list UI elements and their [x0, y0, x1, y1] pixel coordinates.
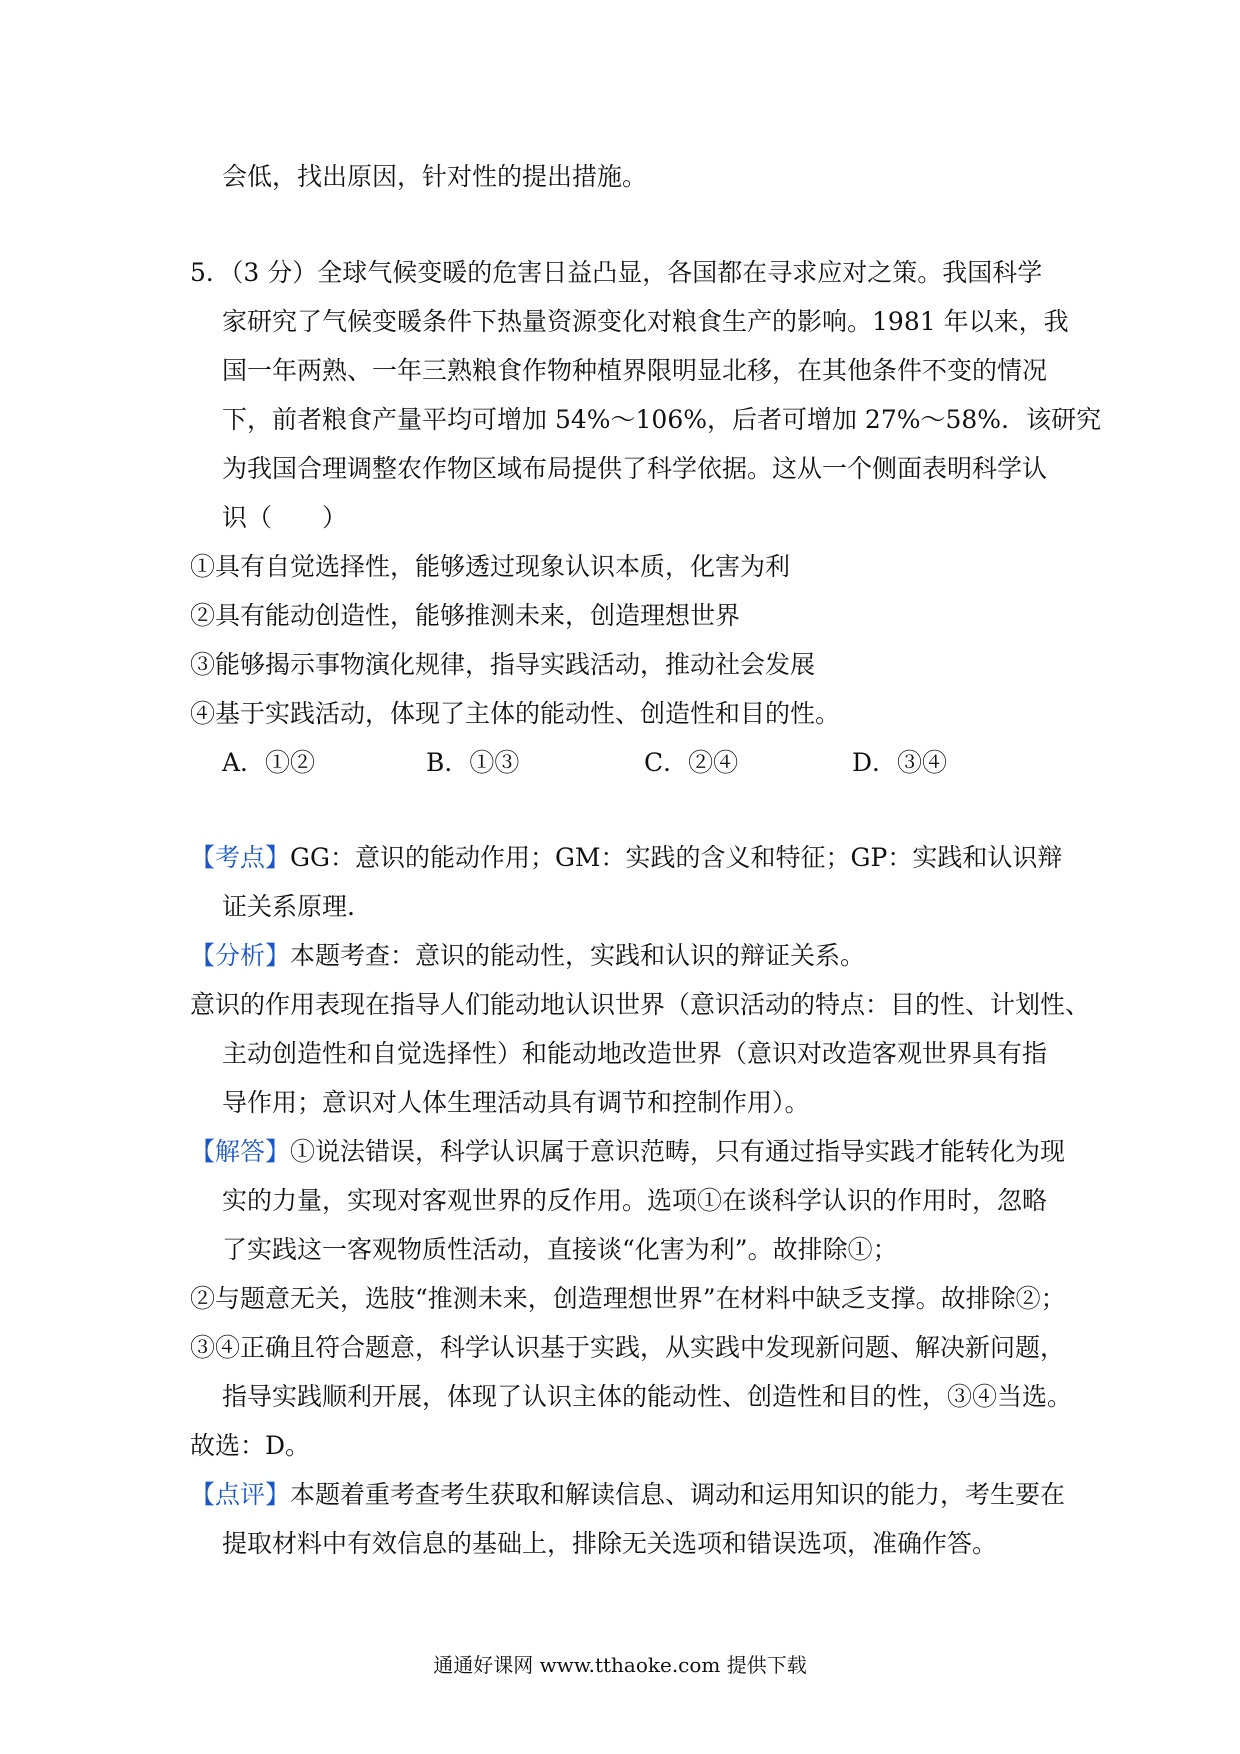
- jieda-line-5: ③④正确且符合题意，科学认识基于实践，从实践中发现新问题、解决新问题，: [190, 1333, 1066, 1362]
- jieda-text: ①说法错误，科学认识属于意识范畴，只有通过指导实践才能转化为现: [290, 1137, 1066, 1166]
- question-line: 5．（3 分）全球气候变暖的危害日益凸显，各国都在寻求应对之策。我国科学: [190, 258, 1043, 287]
- fenxi-line: [190, 941, 865, 971]
- dianping-text: 本题着重考查考生获取和解读信息、调动和运用知识的能力，考生要在: [290, 1480, 1066, 1509]
- jieda-line-2: 实的力量，实现对客观世界的反作用。选项①在谈科学认识的作用时，忽略: [222, 1186, 1048, 1215]
- jieda-tag: 【解答】: [190, 1137, 291, 1166]
- kaodian-tag: 【考点】: [190, 843, 291, 872]
- question-line: 国一年两熟、一年三熟粮食作物种植界限明显北移，在其他条件不变的情况: [222, 356, 1048, 385]
- fenxi-line-4: 导作用；意识对人体生理活动具有调节和控制作用）。: [222, 1088, 810, 1117]
- kaodian-line-2: 证关系原理.: [222, 892, 355, 921]
- option-c: C．②④: [644, 748, 739, 777]
- kaodian-text: GG：意识的能动作用；GM：实践的含义和特征；GP：实践和认识辩: [290, 843, 1063, 872]
- kaodian-line: [190, 843, 1062, 873]
- fenxi-line-3: 主动创造性和自觉选择性）和能动地改造世界（意识对改造客观世界具有指: [222, 1039, 1048, 1068]
- question-line: 下，前者粮食产量平均可增加 54%～106%，后者可增加 27%～58%．该研究: [222, 405, 1102, 434]
- fenxi-line-2: 意识的作用表现在指导人们能动地认识世界（意识活动的特点：目的性、计划性、: [190, 990, 1091, 1019]
- option-d: D．③④: [852, 748, 948, 777]
- dianping-line-2: 提取材料中有效信息的基础上，排除无关选项和错误选项，准确作答。: [222, 1529, 998, 1558]
- statement-2: ②具有能动创造性，能够推测未来，创造理想世界: [190, 601, 741, 630]
- fenxi-tag: 【分析】: [190, 941, 291, 970]
- jieda-line-4: ②与题意无关，选肢“推测未来，创造理想世界”在材料中缺乏支撑。故排除②；: [190, 1284, 1066, 1313]
- question-line: 为我国合理调整农作物区域布局提供了科学依据。这从一个侧面表明科学认: [222, 454, 1048, 483]
- dianping-tag: 【点评】: [190, 1480, 291, 1509]
- jieda-line-6: 指导实践顺利开展，体现了认识主体的能动性、创造性和目的性，③④当选。: [222, 1382, 1073, 1411]
- question-line: 识（ ）: [222, 503, 348, 532]
- question-line: 家研究了气候变暖条件下热量资源变化对粮食生产的影响。1981 年以来，我: [222, 307, 1069, 336]
- statement-3: ③能够揭示事物演化规律，指导实践活动，推动社会发展: [190, 650, 816, 679]
- statement-1: ①具有自觉选择性，能够透过现象认识本质，化害为利: [190, 552, 791, 581]
- jieda-line-7: 故选：D。: [190, 1431, 311, 1460]
- option-b: B．①③: [426, 748, 520, 777]
- previous-answer-line: 会低，找出原因，针对性的提出措施。: [222, 162, 648, 191]
- fenxi-text: 本题考查：意识的能动性，实践和认识的辩证关系。: [290, 941, 866, 970]
- statement-4: ④基于实践活动，体现了主体的能动性、创造性和目的性。: [190, 699, 841, 728]
- jieda-line-3: 了实践这一客观物质性活动，直接谈“化害为利”。故排除①；: [222, 1235, 898, 1264]
- jieda-line: [190, 1137, 1065, 1167]
- option-a: A．①②: [222, 748, 316, 777]
- footer-credit: 通通好课网 www.tthaoke.com 提供下载: [433, 1653, 807, 1677]
- dianping-line: [190, 1480, 1065, 1510]
